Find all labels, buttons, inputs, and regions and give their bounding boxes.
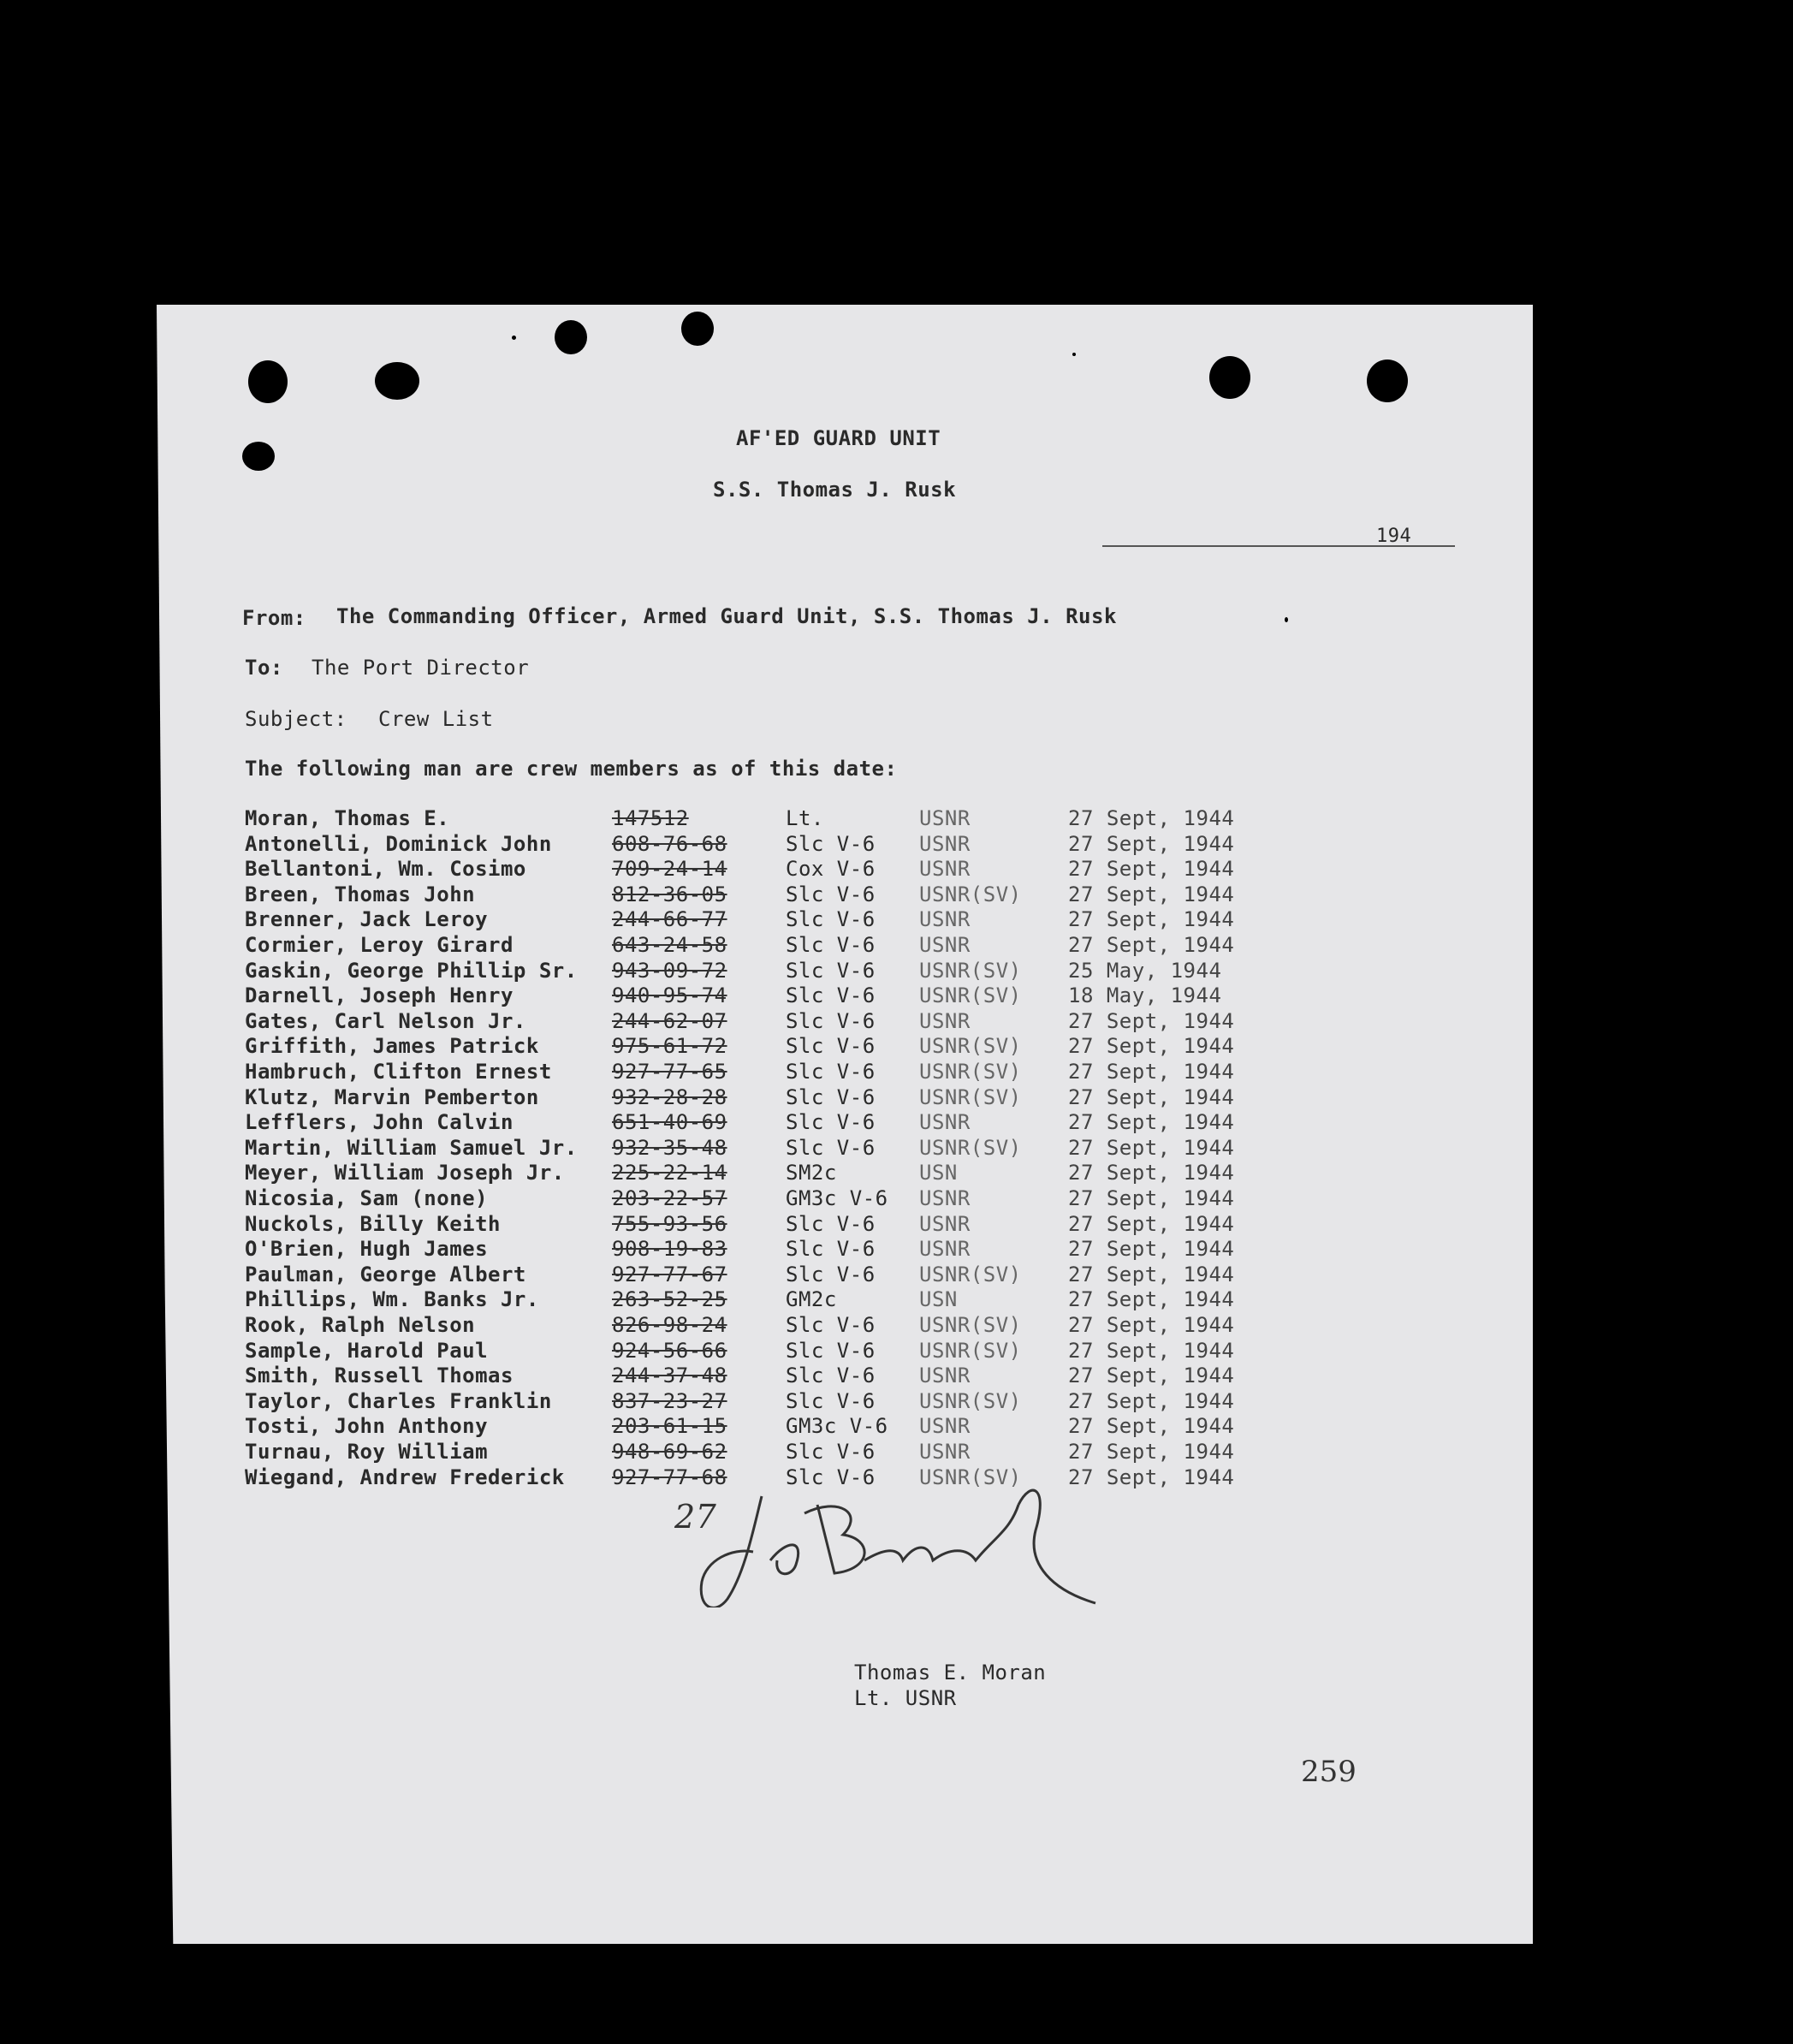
punch-hole bbox=[375, 362, 419, 400]
subject-label: Subject: bbox=[245, 707, 347, 731]
crew-name: Meyer, William Joseph Jr. bbox=[245, 1161, 565, 1185]
punch-hole bbox=[555, 320, 587, 354]
crew-name: Griffith, James Patrick bbox=[245, 1034, 539, 1059]
crew-rate: Slc V-6 bbox=[786, 831, 876, 856]
crew-number: 927-77-68 bbox=[612, 1465, 727, 1489]
crew-date: 27 Sept, 1944 bbox=[1068, 857, 1235, 882]
crew-date: 27 Sept, 1944 bbox=[1068, 1414, 1235, 1439]
crew-number: 755-93-56 bbox=[612, 1211, 727, 1236]
crew-number: 244-62-07 bbox=[612, 1008, 727, 1033]
date-year-prefix: 194 bbox=[1376, 526, 1412, 547]
crew-date: 27 Sept, 1944 bbox=[1068, 1084, 1235, 1109]
crew-class: USNR bbox=[919, 831, 971, 856]
crew-number: 948-69-62 bbox=[612, 1440, 727, 1464]
crew-name: Hambruch, Clifton Ernest bbox=[245, 1060, 552, 1084]
crew-number: 826-98-24 bbox=[612, 1313, 727, 1337]
crew-rate: Slc V-6 bbox=[786, 1237, 876, 1262]
crew-date: 27 Sept, 1944 bbox=[1068, 1364, 1235, 1388]
crew-number: 927-77-65 bbox=[612, 1060, 727, 1084]
crew-name: Antonelli, Dominick John bbox=[245, 831, 552, 856]
crew-rate: Slc V-6 bbox=[786, 1211, 876, 1236]
from-label: From: bbox=[242, 606, 306, 630]
crew-name: Taylor, Charles Franklin bbox=[245, 1388, 552, 1413]
crew-class: USNR bbox=[919, 1211, 971, 1236]
crew-date: 27 Sept, 1944 bbox=[1068, 1211, 1235, 1236]
crew-rate: Slc V-6 bbox=[786, 907, 876, 932]
crew-name: Lefflers, John Calvin bbox=[245, 1110, 514, 1135]
crew-rate: Slc V-6 bbox=[786, 1313, 876, 1337]
crew-class: USNR bbox=[919, 1440, 971, 1464]
crew-rate: Slc V-6 bbox=[786, 1034, 876, 1059]
crew-name: Gaskin, George Phillip Sr. bbox=[245, 958, 578, 983]
crew-rate: GM2c bbox=[786, 1287, 837, 1312]
crew-date: 27 Sept, 1944 bbox=[1068, 1008, 1235, 1033]
crew-date: 27 Sept, 1944 bbox=[1068, 1440, 1235, 1464]
crew-rate: Slc V-6 bbox=[786, 1338, 876, 1363]
crew-number: 837-23-27 bbox=[612, 1388, 727, 1413]
ink-speck bbox=[1072, 353, 1076, 356]
crew-date: 27 Sept, 1944 bbox=[1068, 882, 1235, 906]
crew-class: USN bbox=[919, 1287, 958, 1312]
crew-class: USNR bbox=[919, 1237, 971, 1262]
crew-date: 27 Sept, 1944 bbox=[1068, 907, 1235, 932]
crew-rate: Lt. bbox=[786, 806, 824, 830]
subject-value: Crew List bbox=[378, 707, 494, 731]
crew-class: USNR bbox=[919, 857, 971, 882]
crew-date: 27 Sept, 1944 bbox=[1068, 806, 1235, 830]
crew-class: USNR(SV) bbox=[919, 882, 1022, 906]
punch-hole bbox=[1209, 356, 1250, 399]
crew-name: Nicosia, Sam (none) bbox=[245, 1186, 489, 1210]
crew-name: Turnau, Roy William bbox=[245, 1440, 489, 1464]
signer-title: Lt. USNR bbox=[854, 1686, 957, 1710]
crew-number: 225-22-14 bbox=[612, 1161, 727, 1185]
crew-rate: Slc V-6 bbox=[786, 1008, 876, 1033]
crew-name: Klutz, Marvin Pemberton bbox=[245, 1084, 539, 1109]
crew-class: USNR bbox=[919, 933, 971, 957]
crew-name: Brenner, Jack Leroy bbox=[245, 907, 489, 932]
crew-rate: Slc V-6 bbox=[786, 1084, 876, 1109]
crew-date: 27 Sept, 1944 bbox=[1068, 1186, 1235, 1210]
crew-class: USNR bbox=[919, 1414, 971, 1439]
crew-number: 203-22-57 bbox=[612, 1186, 727, 1210]
crew-rate: Slc V-6 bbox=[786, 1060, 876, 1084]
crew-class: USNR(SV) bbox=[919, 1135, 1022, 1160]
crew-name: Cormier, Leroy Girard bbox=[245, 933, 514, 957]
crew-date: 27 Sept, 1944 bbox=[1068, 1388, 1235, 1413]
crew-rate: Cox V-6 bbox=[786, 857, 876, 882]
crew-rate: Slc V-6 bbox=[786, 882, 876, 906]
crew-rate: GM3c V-6 bbox=[786, 1414, 888, 1439]
crew-rate: SM2c bbox=[786, 1161, 837, 1185]
punch-hole bbox=[681, 312, 714, 346]
crew-class: USNR bbox=[919, 1110, 971, 1135]
crew-class: USNR(SV) bbox=[919, 1465, 1022, 1489]
crew-date: 27 Sept, 1944 bbox=[1068, 1287, 1235, 1312]
from-value: The Commanding Officer, Armed Guard Unit, S.S. Thomas J. Rusk bbox=[336, 604, 1117, 628]
page-number: 259 bbox=[1301, 1755, 1357, 1789]
crew-date: 25 May, 1944 bbox=[1068, 958, 1222, 983]
crew-number: 651-40-69 bbox=[612, 1110, 727, 1135]
crew-name: Breen, Thomas John bbox=[245, 882, 476, 906]
crew-date: 27 Sept, 1944 bbox=[1068, 1034, 1235, 1059]
punch-hole bbox=[242, 442, 275, 471]
crew-class: USNR(SV) bbox=[919, 1262, 1022, 1286]
crew-rate: GM3c V-6 bbox=[786, 1186, 888, 1210]
ink-speck bbox=[1285, 617, 1288, 622]
crew-rate: Slc V-6 bbox=[786, 1110, 876, 1135]
crew-date: 27 Sept, 1944 bbox=[1068, 1237, 1235, 1262]
crew-name: Tosti, John Anthony bbox=[245, 1414, 489, 1439]
intro-text: The following man are crew members as of this date: bbox=[245, 757, 898, 781]
ink-speck bbox=[512, 336, 516, 340]
crew-date: 27 Sept, 1944 bbox=[1068, 1060, 1235, 1084]
crew-class: USNR(SV) bbox=[919, 1084, 1022, 1109]
crew-name: Wiegand, Andrew Frederick bbox=[245, 1465, 565, 1489]
crew-name: Nuckols, Billy Keith bbox=[245, 1211, 501, 1236]
crew-number: 940-95-74 bbox=[612, 983, 727, 1008]
crew-name: Paulman, George Albert bbox=[245, 1262, 526, 1286]
crew-number: 608-76-68 bbox=[612, 831, 727, 856]
crew-name: Martin, William Samuel Jr. bbox=[245, 1135, 578, 1160]
crew-date: 27 Sept, 1944 bbox=[1068, 831, 1235, 856]
crew-number: 244-66-77 bbox=[612, 907, 727, 932]
crew-class: USNR(SV) bbox=[919, 983, 1022, 1008]
crew-name: Moran, Thomas E. bbox=[245, 806, 450, 830]
crew-date: 27 Sept, 1944 bbox=[1068, 933, 1235, 957]
crew-number: 908-19-83 bbox=[612, 1237, 727, 1262]
punch-hole bbox=[1367, 359, 1408, 402]
crew-class: USNR bbox=[919, 1008, 971, 1033]
crew-rate: Slc V-6 bbox=[786, 983, 876, 1008]
to-value: The Port Director bbox=[312, 656, 530, 680]
crew-number: 709-24-14 bbox=[612, 857, 727, 882]
crew-number: 924-56-66 bbox=[612, 1338, 727, 1363]
crew-class: USNR(SV) bbox=[919, 1388, 1022, 1413]
crew-name: O'Brien, Hugh James bbox=[245, 1237, 489, 1262]
crew-date: 27 Sept, 1944 bbox=[1068, 1313, 1235, 1337]
crew-rate: Slc V-6 bbox=[786, 1364, 876, 1388]
crew-class: USNR(SV) bbox=[919, 1034, 1022, 1059]
crew-number: 975-61-72 bbox=[612, 1034, 727, 1059]
crew-class: USNR bbox=[919, 907, 971, 932]
crew-number: 943-09-72 bbox=[612, 958, 727, 983]
crew-name: Bellantoni, Wm. Cosimo bbox=[245, 857, 526, 882]
crew-class: USN bbox=[919, 1161, 958, 1185]
crew-rate: Slc V-6 bbox=[786, 1135, 876, 1160]
crew-number: 244-37-48 bbox=[612, 1364, 727, 1388]
handwritten-count: 27 bbox=[674, 1498, 717, 1536]
crew-rate: Slc V-6 bbox=[786, 958, 876, 983]
crew-date: 27 Sept, 1944 bbox=[1068, 1161, 1235, 1185]
crew-rate: Slc V-6 bbox=[786, 1465, 876, 1489]
crew-number: 927-77-67 bbox=[612, 1262, 727, 1286]
crew-date: 27 Sept, 1944 bbox=[1068, 1135, 1235, 1160]
crew-date: 27 Sept, 1944 bbox=[1068, 1465, 1235, 1489]
ship-name: S.S. Thomas J. Rusk bbox=[713, 478, 957, 502]
crew-name: Smith, Russell Thomas bbox=[245, 1364, 514, 1388]
crew-class: USNR(SV) bbox=[919, 1313, 1022, 1337]
crew-number: 147512 bbox=[612, 806, 689, 830]
crew-name: Gates, Carl Nelson Jr. bbox=[245, 1008, 526, 1033]
crew-number: 203-61-15 bbox=[612, 1414, 727, 1439]
crew-class: USNR bbox=[919, 1186, 971, 1210]
handwritten-signature bbox=[668, 1479, 1113, 1607]
crew-number: 932-28-28 bbox=[612, 1084, 727, 1109]
to-label: To: bbox=[245, 656, 283, 680]
unit-title: AF'ED GUARD UNIT bbox=[736, 426, 941, 450]
crew-class: USNR bbox=[919, 806, 971, 830]
crew-class: USNR bbox=[919, 1364, 971, 1388]
crew-class: USNR(SV) bbox=[919, 1060, 1022, 1084]
punch-hole bbox=[248, 360, 288, 403]
crew-class: USNR(SV) bbox=[919, 1338, 1022, 1363]
crew-date: 27 Sept, 1944 bbox=[1068, 1110, 1235, 1135]
crew-number: 932-35-48 bbox=[612, 1135, 727, 1160]
signer-name: Thomas E. Moran bbox=[854, 1661, 1047, 1685]
crew-number: 263-52-25 bbox=[612, 1287, 727, 1312]
crew-name: Sample, Harold Paul bbox=[245, 1338, 489, 1363]
crew-rate: Slc V-6 bbox=[786, 1262, 876, 1286]
crew-number: 812-36-05 bbox=[612, 882, 727, 906]
crew-date: 27 Sept, 1944 bbox=[1068, 1262, 1235, 1286]
crew-name: Rook, Ralph Nelson bbox=[245, 1313, 476, 1337]
crew-number: 643-24-58 bbox=[612, 933, 727, 957]
crew-rate: Slc V-6 bbox=[786, 1440, 876, 1464]
crew-rate: Slc V-6 bbox=[786, 1388, 876, 1413]
crew-date: 27 Sept, 1944 bbox=[1068, 1338, 1235, 1363]
crew-date: 18 May, 1944 bbox=[1068, 983, 1222, 1008]
crew-class: USNR(SV) bbox=[919, 958, 1022, 983]
crew-name: Darnell, Joseph Henry bbox=[245, 983, 514, 1008]
crew-name: Phillips, Wm. Banks Jr. bbox=[245, 1287, 539, 1312]
crew-rate: Slc V-6 bbox=[786, 933, 876, 957]
